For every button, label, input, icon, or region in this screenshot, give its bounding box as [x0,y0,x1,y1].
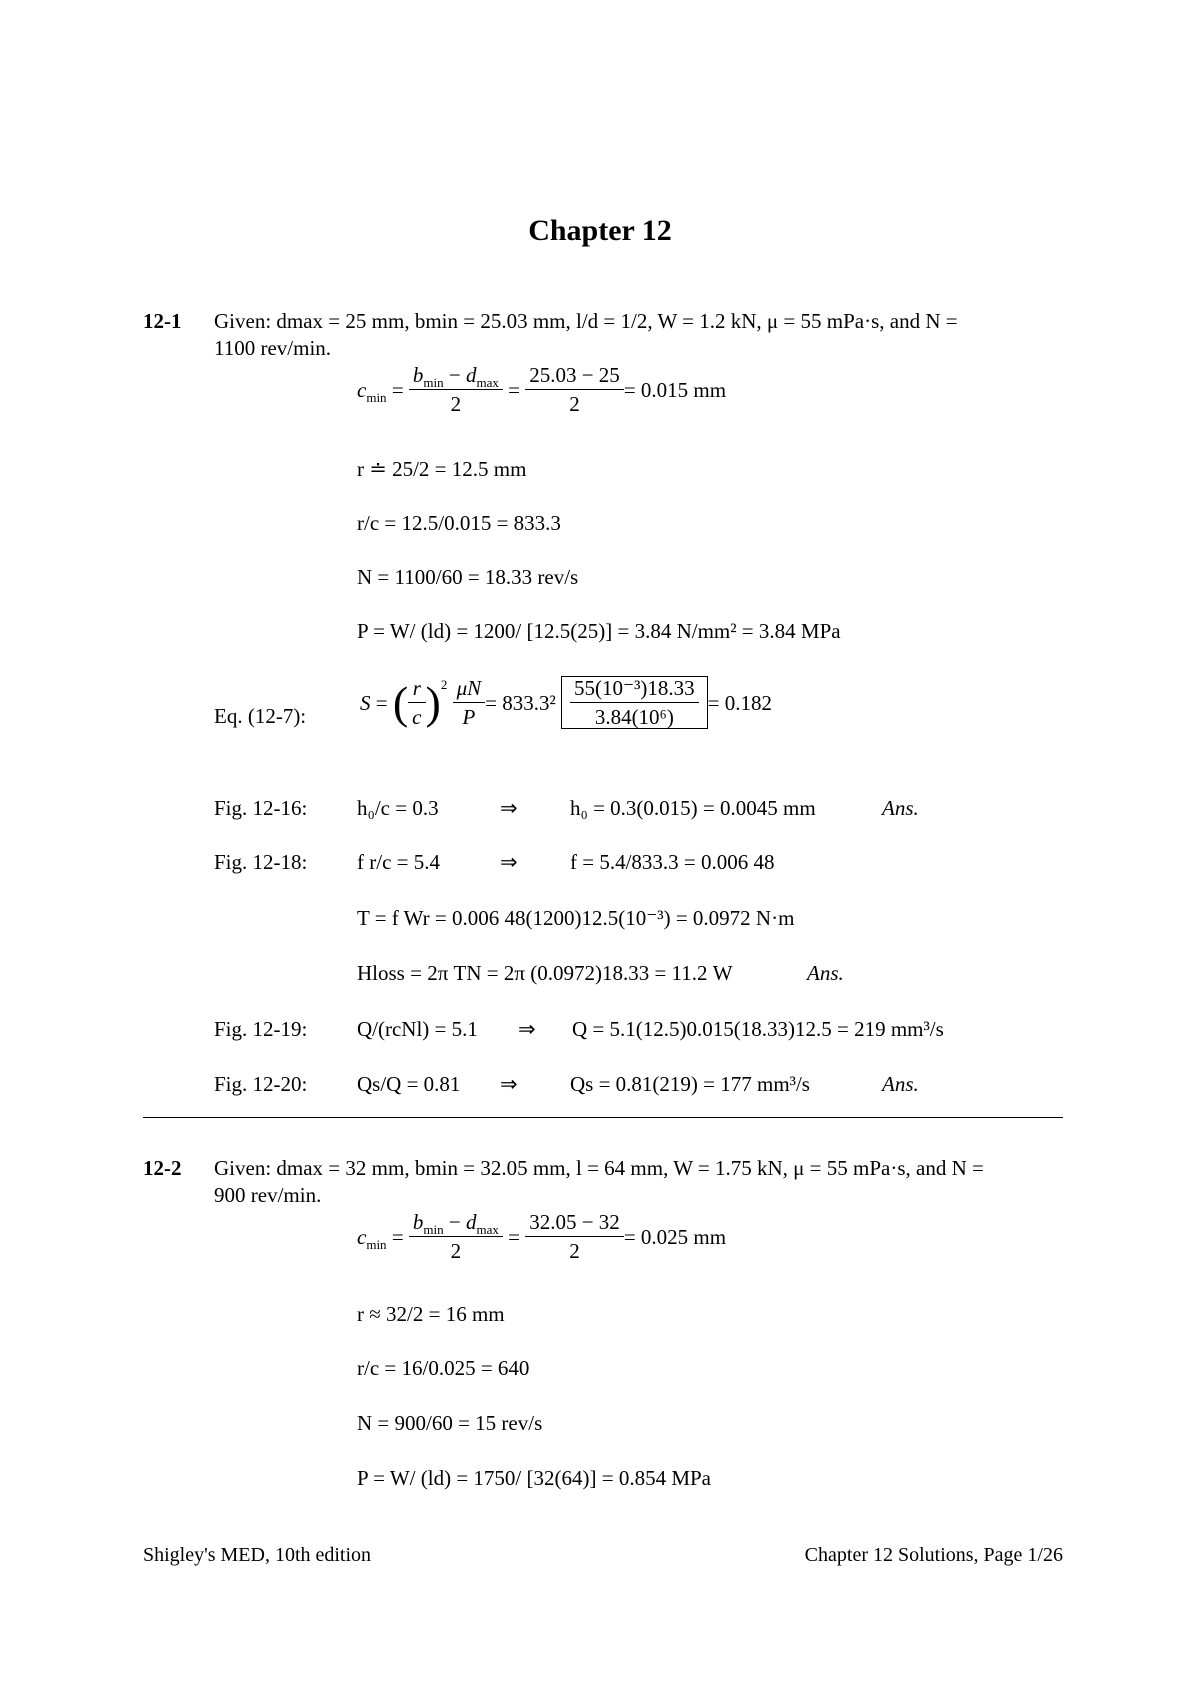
fig-12-20-label: Fig. 12-20: [214,1072,308,1096]
sommerfeld-equation: S = ( $\frac{r}{c}$ ) $^2$ $\frac{\mu N}{P}$ = 833.3² $\frac{\text{55(10⁻³)18.33}}{\text{3.84(10⁶)}}$ = 0.182 [360,676,772,730]
fig-12-18-lookup: f r/c = 5.4 [357,850,440,874]
fig-12-16-result: h₀ = 0.3(0.015) = 0.0045 mm [570,796,816,820]
cmin-equation: $c_{min}$ = $\frac{b_{min} - d_{max}}{2}$ = $\frac{25.03 - 25}{2}$ = 0.015 mm [357,363,727,417]
fig-12-16-lookup: h₀/c = 0.3 [357,796,439,820]
problem-number-12-1: 12-1 [143,309,182,333]
separator-rule [143,1117,1063,1118]
fig-12-18-result: f = 5.4/833.3 = 0.006 48 [570,850,775,874]
radius-line: r ≈ 32/2 = 16 mm [357,1302,505,1326]
answer-mark: Ans. [807,961,844,985]
footer-left: Shigley's MED, 10th edition [143,1544,372,1566]
fig-12-19-lookup: Q/(rcNl) = 5.1 [357,1017,478,1041]
given-line-1: Given: dmax = 25 mm, bmin = 25.03 mm, l/d = 1/2, W = 1.2 kN, μ = 55 mPa·s, and N = [214,309,958,333]
footer-right: Chapter 12 Solutions, Page 1/26 [804,1544,1063,1566]
given-line-2: 900 rev/min. [214,1183,322,1207]
answer-mark: Ans. [882,796,919,820]
cmin-fraction-numeric: $\frac{25.03 - 25}{2}$ [525,363,624,416]
r-over-c-line: r/c = 12.5/0.015 = 833.3 [357,511,561,535]
problem-number-12-2: 12-2 [143,1156,182,1180]
implies-arrow-icon: ⇒ [500,850,518,874]
given-line-2: 1100 rev/min. [214,336,332,360]
eq-12-7-label: Eq. (12-7): [214,704,307,728]
implies-arrow-icon: ⇒ [500,796,518,820]
implies-arrow-icon: ⇒ [518,1017,536,1041]
page-title: Chapter 12 [528,214,672,247]
radius-line: r ≐ 25/2 = 12.5 mm [357,457,527,481]
fig-12-18-label: Fig. 12-18: [214,850,308,874]
pressure-line: P = W/ (ld) = 1200/ [12.5(25)] = 3.84 N/mm² = 3.84 MPa [357,619,841,643]
cmin-fraction-symbolic: $\frac{b_{min} - d_{max}}{2}$ [409,363,503,416]
fig-12-16-label: Fig. 12-16: [214,796,308,820]
answer-mark: Ans. [882,1072,919,1096]
pressure-line: P = W/ (ld) = 1750/ [32(64)] = 0.854 MPa [357,1466,712,1490]
speed-line: N = 900/60 = 15 rev/s [357,1411,543,1435]
heat-loss-line: Hloss = 2π TN = 2π (0.0972)18.33 = 11.2 W [357,961,733,985]
fig-12-19-label: Fig. 12-19: [214,1017,308,1041]
sommerfeld-result: = 0.182 [707,690,772,715]
speed-line: N = 1100/60 = 18.33 rev/s [357,565,579,589]
fig-12-19-result: Q = 5.1(12.5)0.015(18.33)12.5 = 219 mm³/s [572,1017,944,1041]
torque-line: T = f Wr = 0.006 48(1200)12.5(10⁻³) = 0.0972 N·m [357,906,795,930]
r-over-c-line: r/c = 16/0.025 = 640 [357,1356,530,1380]
cmin-equation: $c_{min}$ = $\frac{b_{min} - d_{max}}{2}$ = $\frac{32.05 - 32}{2}$ = 0.025 mm [357,1210,727,1264]
fig-12-20-result: Qs = 0.81(219) = 177 mm³/s [570,1072,810,1096]
cmin-result: = 0.015 mm [623,377,727,402]
fig-12-20-lookup: Qs/Q = 0.81 [357,1072,461,1096]
given-line-1: Given: dmax = 32 mm, bmin = 32.05 mm, l = 64 mm, W = 1.75 kN, μ = 55 mPa·s, and N = [214,1156,984,1180]
cmin-result: = 0.025 mm [623,1224,727,1249]
implies-arrow-icon: ⇒ [500,1072,518,1096]
